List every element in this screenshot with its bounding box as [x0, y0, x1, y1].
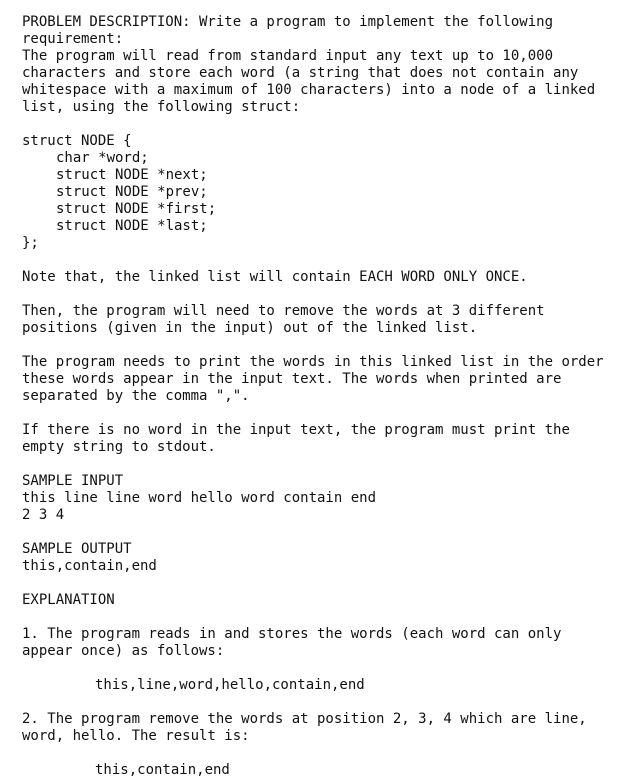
code-line: struct NODE *first;	[56, 201, 217, 217]
removal-paragraph	[22, 303, 622, 337]
section-heading: SAMPLE OUTPUT	[22, 541, 132, 557]
text-line: If there is no word in the input text, the program must print the	[22, 422, 570, 438]
explanation-section	[22, 592, 622, 779]
text-line: separated by the comma ",".	[22, 388, 250, 404]
text-line: The program needs to print the words in this linked list in the order	[22, 354, 604, 370]
text-line: Then, the program will need to remove the words at 3 different	[22, 303, 545, 319]
code-line: struct NODE *last;	[56, 218, 208, 234]
code-line: struct NODE *prev;	[56, 184, 208, 200]
empty-rule-paragraph	[22, 422, 622, 456]
struct-code-block	[22, 133, 622, 252]
step1-result: this,line,word,hello,contain,end	[95, 677, 365, 693]
sample-input-line: this line line word hello word contain end	[22, 490, 377, 506]
code-line: };	[22, 235, 39, 251]
problem-description	[22, 14, 622, 116]
text-line: appear once) as follows:	[22, 643, 225, 659]
print-rule-paragraph	[22, 354, 622, 405]
text-line: positions (given in the input) out of the linked list.	[22, 320, 478, 336]
section-heading: EXPLANATION	[22, 592, 115, 608]
section-heading: SAMPLE INPUT	[22, 473, 124, 489]
text-line: word, hello. The result is:	[22, 728, 250, 744]
code-line: char *word;	[56, 150, 149, 166]
sample-output-line: this,contain,end	[22, 558, 157, 574]
text-line: empty string to stdout.	[22, 439, 216, 455]
text-line: requirement:	[22, 31, 124, 47]
note-paragraph: Note that, the linked list will contain EACH WORD ONLY ONCE.	[22, 269, 528, 285]
text-line: these words appear in the input text. The words when printed are	[22, 371, 562, 387]
text-line: PROBLEM DESCRIPTION: Write a program to implement the following	[22, 14, 554, 30]
sample-input-line: 2 3 4	[22, 507, 65, 523]
problem-document	[22, 14, 622, 779]
text-line: characters and store each word (a string that does not contain any	[22, 65, 579, 81]
text-line: whitespace with a maximum of 100 characters) into a node of a linked	[22, 82, 596, 98]
text-line: 2. The program remove the words at position 2, 3, 4 which are line,	[22, 711, 587, 727]
text-line: 1. The program reads in and stores the words (each word can only	[22, 626, 562, 642]
code-line: struct NODE {	[22, 133, 132, 149]
text-line: list, using the following struct:	[22, 99, 301, 115]
code-line: struct NODE *next;	[56, 167, 208, 183]
step2-result: this,contain,end	[95, 762, 230, 778]
sample-input-section	[22, 473, 622, 524]
text-line: The program will read from standard input any text up to 10,000	[22, 48, 554, 64]
sample-output-section	[22, 541, 622, 575]
